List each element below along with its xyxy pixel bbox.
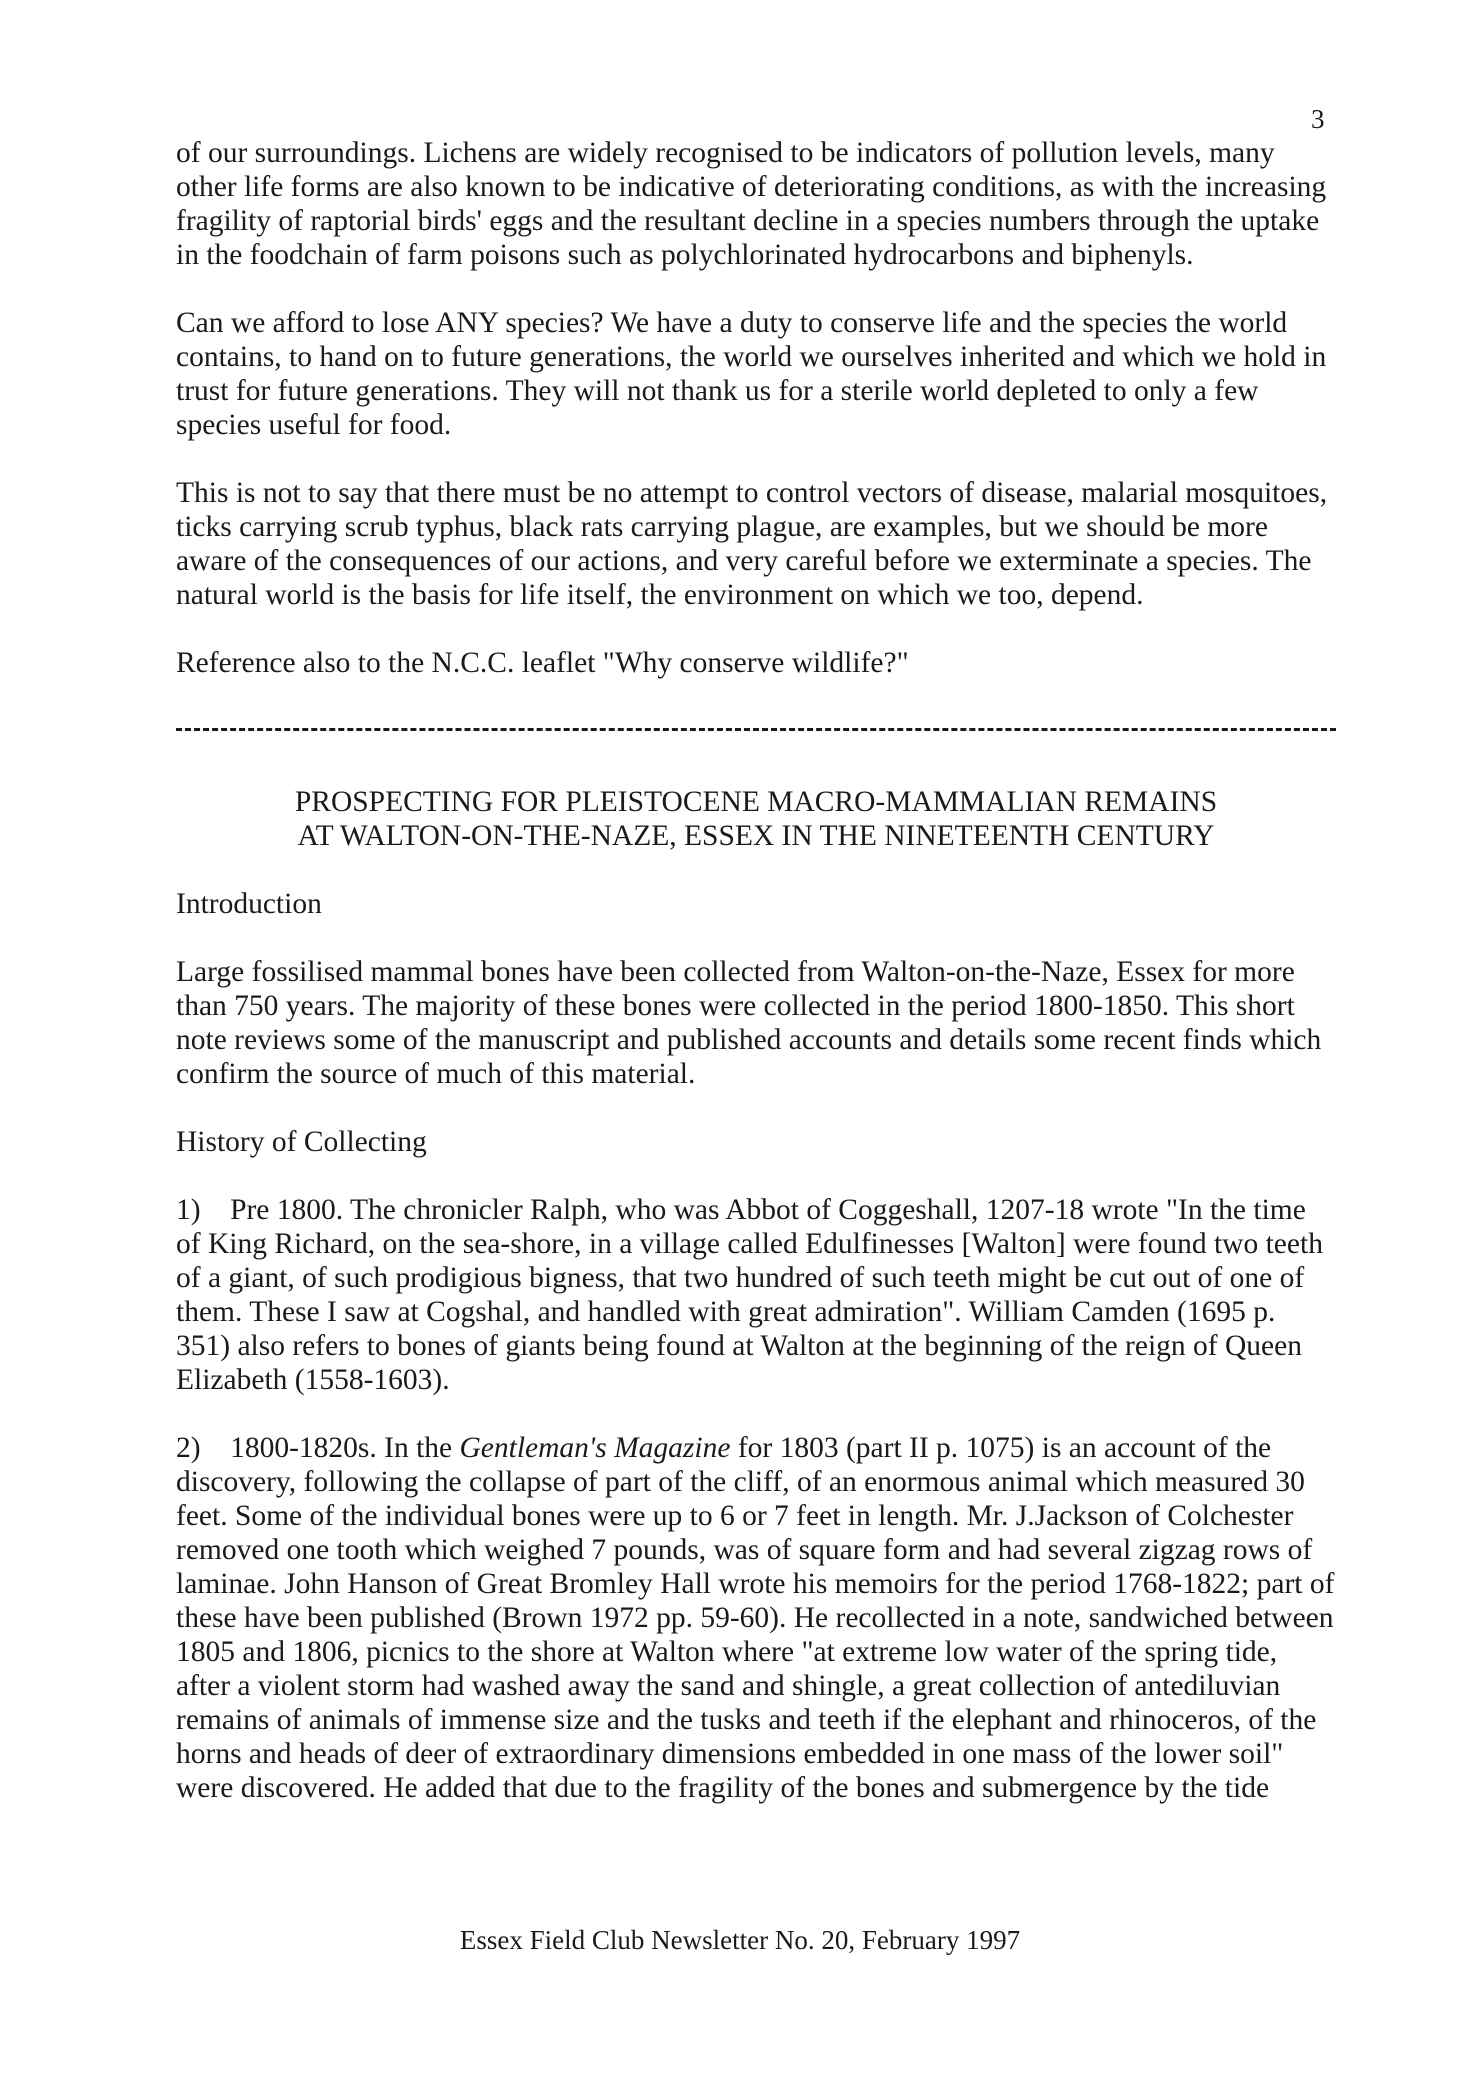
history-item-2-text: for 1803 (part II p. 1075) is an account of the discovery, following the collapse of part of the cliff, of an enormous animal which measured 30 feet. Some of the individual bones were up to 6 or 7 feet in length. Mr. J.Jackson of Colchester removed one tooth which weighed 7 pounds, was of square form and had several zigzag rows of laminae. John Hanson of Great Bromley Hall wrote his memoirs for the period 1768-1822; part of these have been published (Brown 1972 pp. 59-60). He recollected in a note, sandwiched between 1805 and 1806, picnics to the shore at Walton where "at extreme low water of the spring tide, after a violent storm had washed away the sand and shingle, a great collection of antediluvian remains of animals of immense size and the tusks and teeth if the elephant and rhinoceros, of the horns and heads of deer of extraordinary dimensions embedded in one mass of the lower soil" were discovered. He added that due to the fragility of the bones and submergence by the tide — [176, 1432, 1335, 1804]
heading-history: History of Collecting — [176, 1126, 427, 1158]
article-title — [176, 785, 1336, 853]
history-item-2 — [176, 1431, 1336, 1805]
page-number: 3 — [1311, 104, 1325, 134]
gentlemans-magazine-title: Gentleman's Magazine — [459, 1432, 731, 1464]
history-item-1 — [176, 1193, 1336, 1397]
article-title-line-2: AT WALTON-ON-THE-NAZE, ESSEX IN THE NINETEENTH CENTURY — [297, 820, 1215, 852]
paragraph-afford-to-lose: Can we afford to lose ANY species? We have a duty to conserve life and the species the world contains, to hand on to future generations, the world we ourselves inherited and which we hold in trust for future generations. They will not thank us for a sterile world depleted to only a few species useful for food. — [176, 307, 1327, 441]
dashed-divider — [176, 728, 1336, 765]
page-footer: Essex Field Club Newsletter No. 20, February 1997 — [459, 1925, 1021, 1955]
page-content — [176, 136, 1336, 1839]
paragraph-surroundings: of our surroundings. Lichens are widely recognised to be indicators of pollution levels, many other life forms are also known to be indicative of deteriorating conditions, as with the increasing fragility of raptorial birds' eggs and the resultant decline in a species numbers through the uptake in the foodchain of farm poisons such as polychlorinated hydrocarbons and biphenyls. — [176, 137, 1327, 271]
paragraph-control-vectors: This is not to say that there must be no attempt to control vectors of disease, malarial mosquitoes, ticks carrying scrub typhus, black rats carrying plague, are examples, but we should be more aware of the consequences of our actions, and very careful before we exterminate a species. The natural world is the basis for life itself, the environment on which we too, depend. — [176, 477, 1328, 611]
history-item-2-lead: 1800-1820s. In the — [230, 1432, 460, 1464]
paragraph-introduction: Large fossilised mammal bones have been collected from Walton-on-the-Naze, Essex for more than 750 years. The majority of these bones were collected in the period 1800-1850. This short note reviews some of the manuscript and published accounts and details some recent finds which confirm the source of much of this material. — [176, 956, 1322, 1090]
heading-introduction: Introduction — [176, 888, 322, 920]
history-item-1-number: 1) — [176, 1194, 201, 1226]
history-item-1-text: Pre 1800. The chronicler Ralph, who was Abbot of Coggeshall, 1207-18 wrote "In the time of King Richard, on the sea-shore, in a village called Edulfinesses [Walton] were found two teeth of a giant, of such prodigious bigness, that two hundred of such teeth might be cut out of one of them. These I saw at Cogshal, and handled with great admiration". William Camden (1695 p. 351) also refers to bones of giants being found at Walton at the beginning of the reign of Queen Elizabeth (1558-1603). — [176, 1194, 1323, 1396]
paragraph-reference: Reference also to the N.C.C. leaflet "Why conserve wildlife?" — [176, 647, 909, 679]
article-title-line-1: PROSPECTING FOR PLEISTOCENE MACRO-MAMMALIAN REMAINS — [294, 786, 1218, 818]
history-item-2-number: 2) — [176, 1432, 201, 1464]
